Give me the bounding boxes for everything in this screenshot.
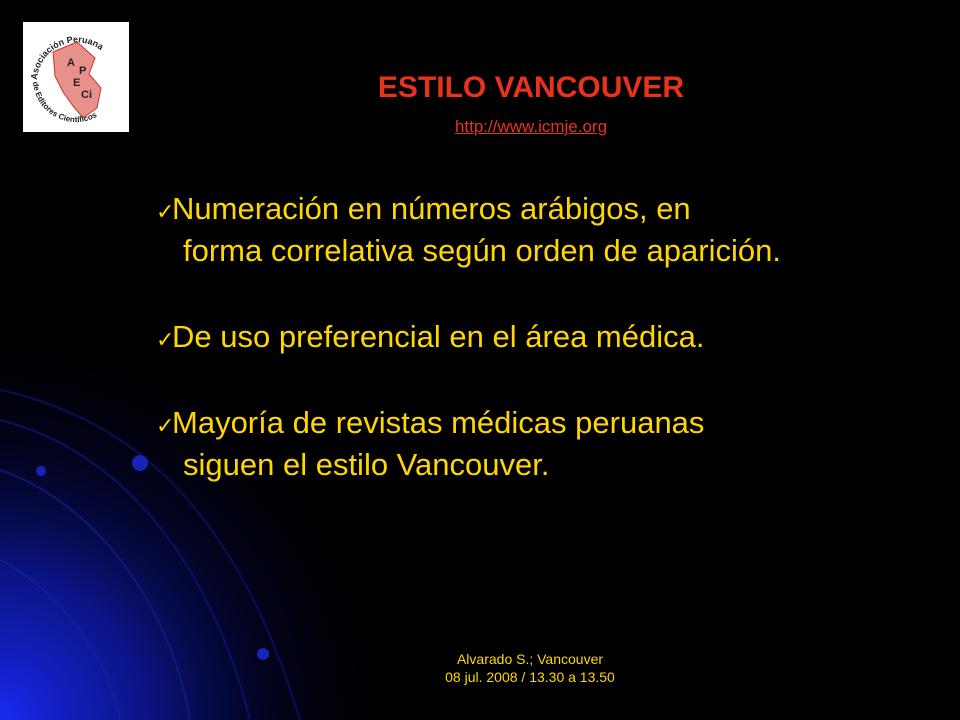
bullet-item (140, 188, 940, 272)
bullet-item (140, 402, 940, 486)
logo-letter-a: A (67, 57, 75, 69)
footer-date: 08 jul. 2008 / 13.30 a 13.50 (445, 669, 615, 685)
logo-letter-p: P (79, 65, 87, 77)
bullet-text-line: siguen el estilo Vancouver. (183, 447, 550, 482)
slide-title: ESTILO VANCOUVER (377, 71, 685, 104)
bullet-item (140, 316, 940, 358)
bullet-text-line: Mayoría de revistas médicas peruanas (172, 405, 705, 440)
checkmark-icon: ✓ (156, 199, 175, 224)
logo-text-top: Asociación Peruana (28, 34, 106, 81)
logo-letter-e: E (73, 77, 81, 89)
checkmark-icon: ✓ (156, 327, 175, 352)
reference-link[interactable]: http://www.icmje.org (454, 117, 608, 136)
footer-credit (330, 650, 730, 686)
checkmark-icon: ✓ (156, 413, 175, 438)
logo-text-bottom: de Editores Científicos (30, 81, 99, 125)
bullet-text-line: Numeración en números arábigos, en (172, 191, 691, 226)
bullet-text-line: De uso preferencial en el área médica. (172, 319, 705, 354)
logo-letter-ci: Ci (81, 89, 92, 101)
bullet-text-line: forma correlativa según orden de aparición. (183, 233, 781, 268)
decor-dot (257, 648, 269, 660)
footer-author: Alvarado S.; Vancouver (456, 651, 604, 667)
decor-dot (36, 466, 46, 476)
bullet-list (140, 188, 940, 530)
